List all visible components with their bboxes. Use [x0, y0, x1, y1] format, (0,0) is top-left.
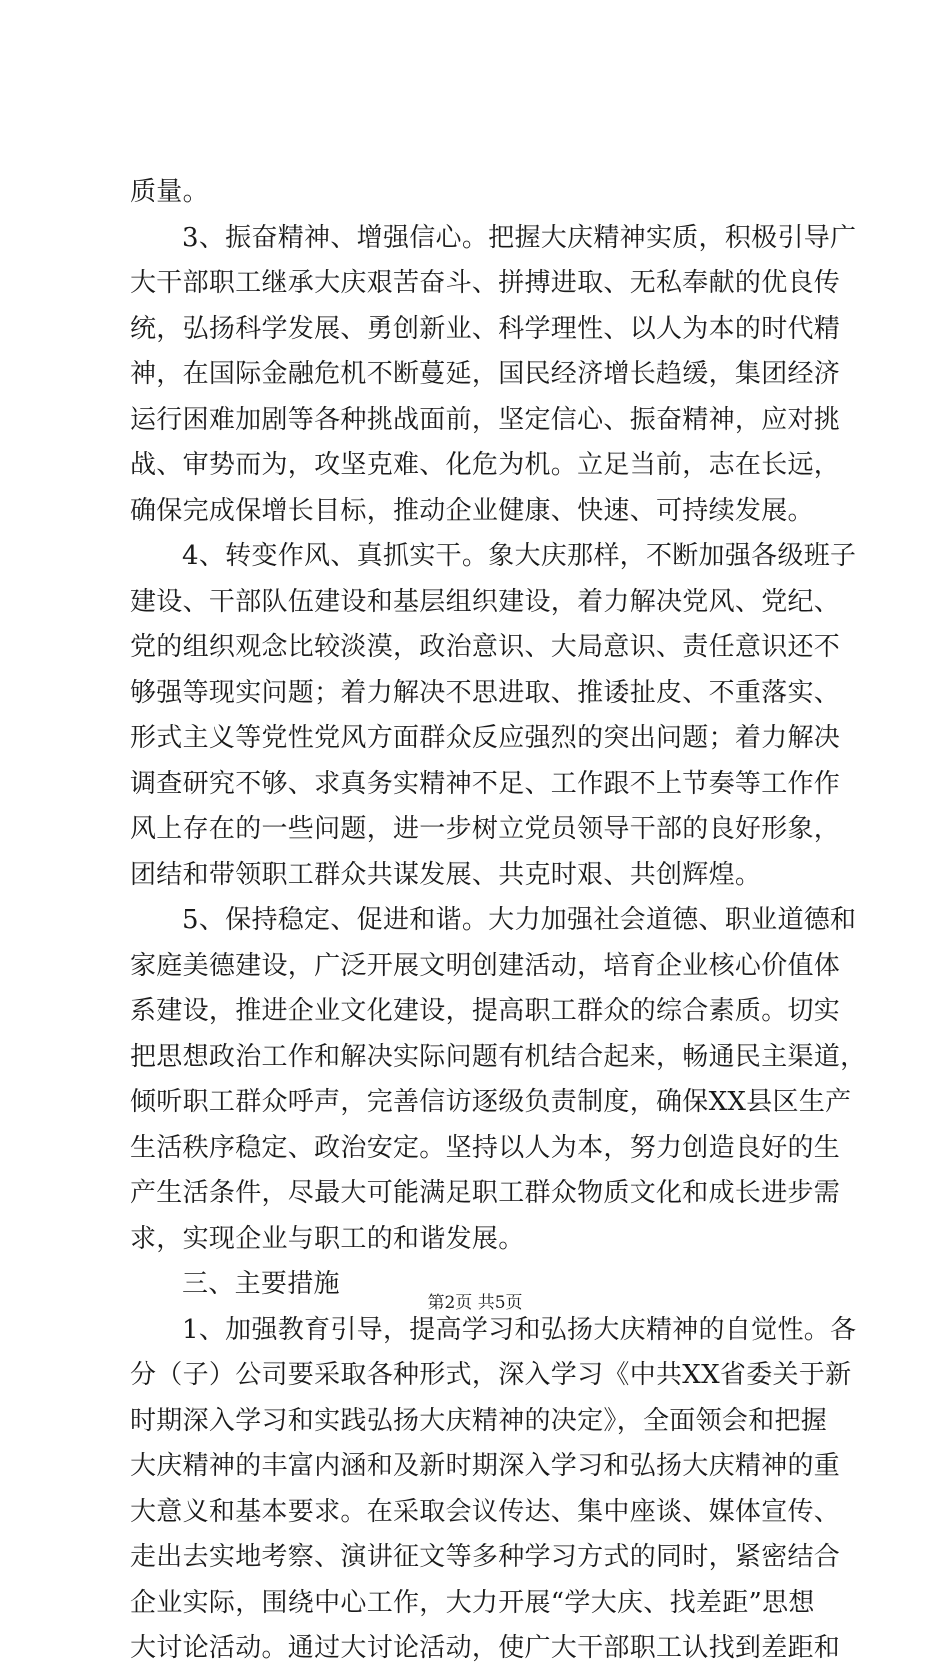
- text-line: 家庭美德建设，广泛开展文明创建活动，培育企业核心价值体: [130, 950, 841, 981]
- text-line: 团结和带领职工群众共谋发展、共克时艰、共创辉煌。: [130, 859, 762, 890]
- text-line: 时期深入学习和实践弘扬大庆精神的决定》，全面领会和把握: [130, 1405, 828, 1436]
- text-line: 调查研究不够、求真务实精神不足、工作跟不上节奏等工作作: [130, 768, 841, 799]
- text-line: 把思想政治工作和解决实际问题有机结合起来，畅通民主渠道，: [130, 1041, 867, 1072]
- text-line: 质量。: [130, 177, 209, 207]
- text-line: 形式主义等党性党风方面群众反应强烈的突出问题；着力解决: [130, 723, 841, 753]
- text-line: 倾听职工群众呼声，完善信访逐级负责制度，确保XX县区生产: [130, 1087, 852, 1117]
- text-line: 确保完成保增长目标，推动企业健康、快速、可持续发展。: [130, 495, 814, 526]
- text-line: 产生活条件，尽最大可能满足职工群众物质文化和成长进步需: [130, 1178, 841, 1208]
- text-line: 风上存在的一些问题，进一步树立党员领导干部的良好形象，: [130, 814, 841, 844]
- text-line: 大讨论活动。通过大讨论活动，使广大干部职工认找到差距和: [130, 1633, 841, 1663]
- text-line: 大意义和基本要求。在采取会议传达、集中座谈、媒体宣传、: [130, 1496, 841, 1527]
- text-line: 企业实际，围绕中心工作，大力开展“学大庆、找差距”思想: [130, 1587, 815, 1618]
- text-line: 战、审势而为，攻坚克难、化危为机。立足当前，志在长远，: [130, 450, 841, 480]
- paragraph-5-start: 5、保持稳定、促进和谐。大力加强社会道德、职业道德和: [182, 905, 857, 935]
- paragraph-4-start: 4、转变作风、真抓实干。象大庆那样，不断加强各级班子: [182, 541, 857, 571]
- text-line: 运行困难加剧等各种挑战面前，坚定信心、振奋精神，应对挑: [130, 404, 841, 435]
- text-line: 生活秩序稳定、政治安定。坚持以人为本，努力创造良好的生: [130, 1132, 841, 1163]
- text-line: 统，弘扬科学发展、勇创新业、科学理性、以人为本的时代精: [130, 313, 841, 344]
- measure-1-start: 1、加强教育引导，提高学习和弘扬大庆精神的自觉性。各: [182, 1314, 857, 1345]
- section-heading: 三、主要措施: [182, 1269, 340, 1299]
- text-line: 走出去实地考察、演讲征文等多种学习方式的同时，紧密结合: [130, 1542, 841, 1572]
- text-line: 系建设，推进企业文化建设，提高职工群众的综合素质。切实: [130, 996, 841, 1026]
- text-line: 大庆精神的丰富内涵和及新时期深入学习和弘扬大庆精神的重: [130, 1451, 841, 1481]
- text-line: 求，实现企业与职工的和谐发展。: [130, 1223, 525, 1254]
- text-line: 大干部职工继承大庆艰苦奋斗、拼搏进取、无私奉献的优良传: [130, 268, 841, 298]
- text-line: 神，在国际金融危机不断蔓延，国民经济增长趋缓，集团经济: [130, 359, 841, 389]
- page-number-footer: 第2页 共5页: [427, 1293, 523, 1313]
- text-line: 够强等现实问题；着力解决不思进取、推诿扯皮、不重落实、: [130, 677, 841, 708]
- text-line: 分（子）公司要采取各种形式，深入学习《中共XX省委关于新: [130, 1360, 852, 1390]
- text-line: 党的组织观念比较淡漠，政治意识、大局意识、责任意识还不: [130, 632, 841, 662]
- body-text: [130, 170, 867, 1672]
- paragraph-3-start: 3、振奋精神、增强信心。把握大庆精神实质，积极引导广: [182, 222, 857, 253]
- text-line: 建设、干部队伍建设和基层组织建设，着力解决党风、党纪、: [130, 586, 841, 617]
